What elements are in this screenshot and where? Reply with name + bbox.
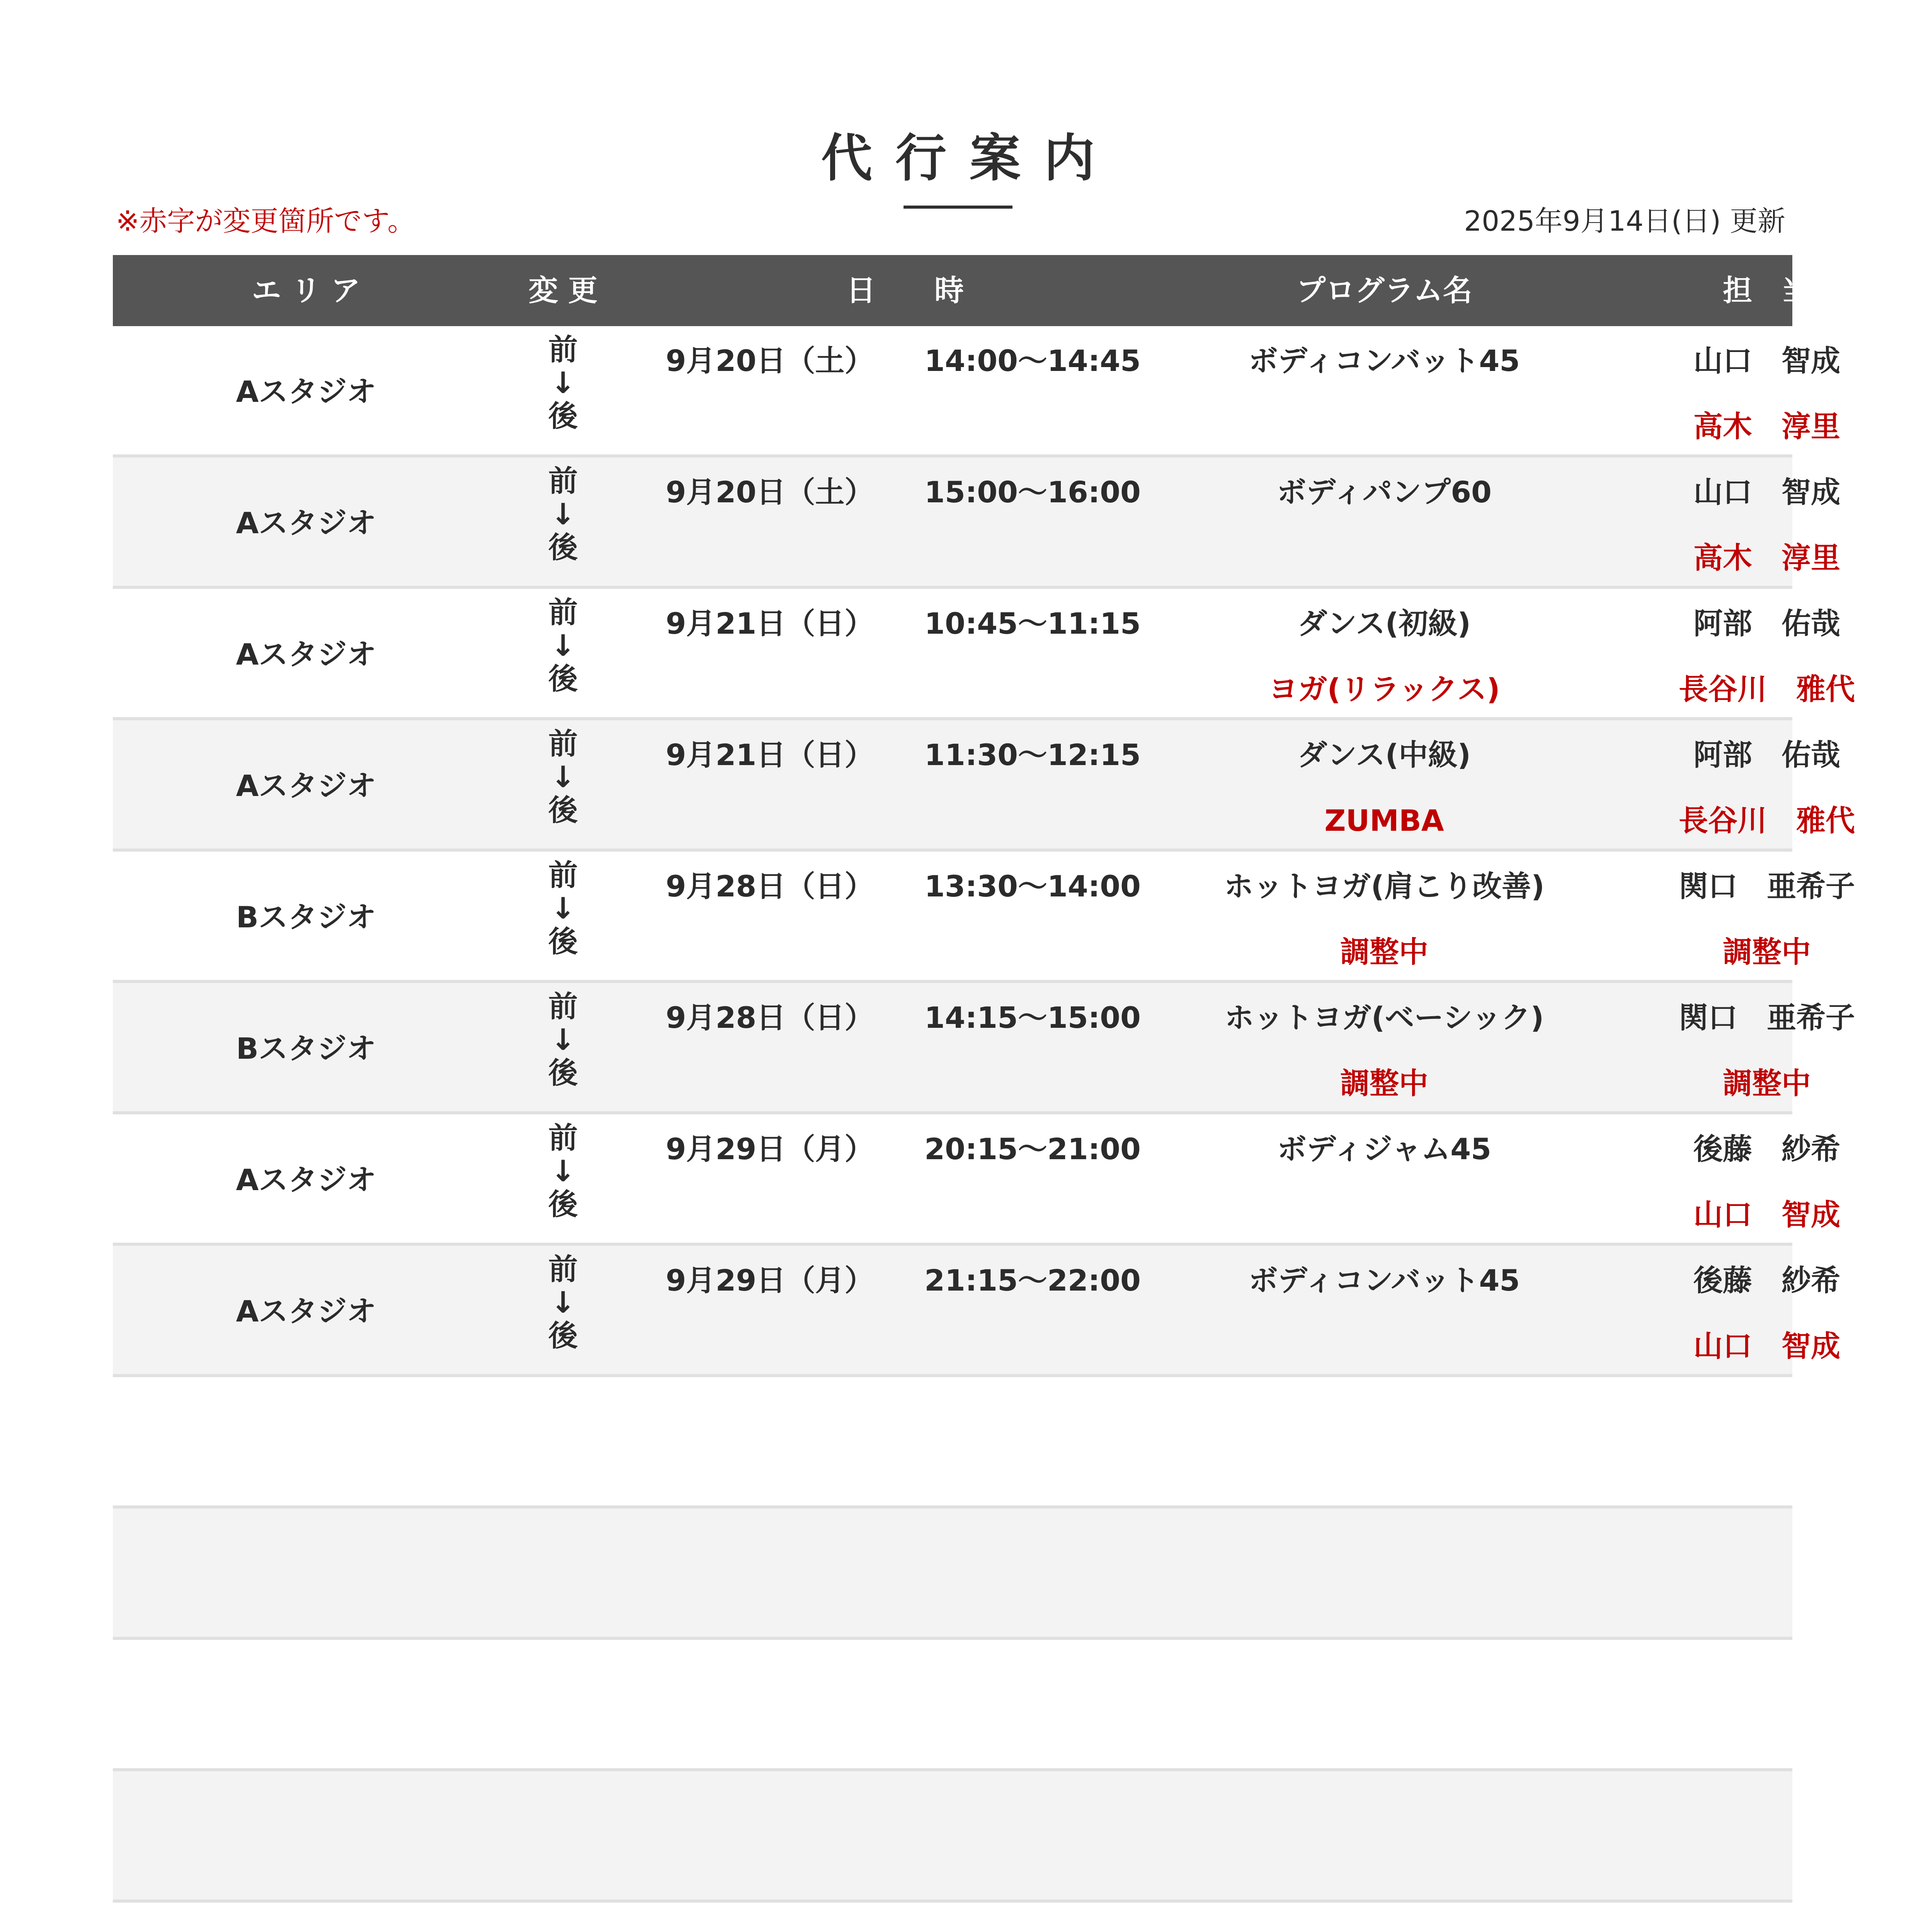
staff-before-cell: 後藤 紗希 xyxy=(1693,1132,1840,1166)
header-program: プログラム名 xyxy=(1296,273,1472,308)
change-after-label: 後 xyxy=(548,662,578,696)
updated-date: 2025年9月14日(日) 更新 xyxy=(1464,205,1785,237)
change-arrow-label: ↓ xyxy=(551,891,575,925)
table-row xyxy=(113,1114,1840,1246)
program-after-cell: ZUMBA xyxy=(1324,803,1444,838)
change-before-label: 前 xyxy=(548,1252,578,1286)
staff-after-cell: 長谷川 雅代 xyxy=(1679,803,1855,838)
date-cell: 9月20日（土） xyxy=(665,475,874,509)
table-row xyxy=(113,1246,1840,1377)
program-after-cell: 調整中 xyxy=(1340,1066,1428,1100)
header-datetime: 日 時 xyxy=(846,273,964,308)
date-cell: 9月20日（土） xyxy=(665,344,874,378)
change-after-label: 後 xyxy=(548,793,578,827)
staff-after-cell: 高木 淳里 xyxy=(1693,541,1840,575)
program-before-cell: ボディコンバット45 xyxy=(1248,1263,1520,1298)
staff-after-cell: 調整中 xyxy=(1723,935,1811,969)
change-before-label: 前 xyxy=(548,989,578,1024)
staff-after-cell: 高木 淳里 xyxy=(1693,409,1840,444)
table-body xyxy=(113,326,1855,1932)
program-before-cell: ダンス(中級) xyxy=(1298,738,1471,772)
staff-before-cell: 山口 智成 xyxy=(1693,475,1840,509)
area-cell: Aスタジオ xyxy=(236,506,376,540)
program-before-cell: ホットヨガ(ベーシック) xyxy=(1224,1000,1544,1035)
change-after-label: 後 xyxy=(548,1318,578,1353)
change-before-label: 前 xyxy=(548,332,578,367)
header-area: エ リ ア xyxy=(252,273,361,308)
program-before-cell: ボディコンバット45 xyxy=(1248,344,1520,378)
date-cell: 9月21日（日） xyxy=(665,738,874,772)
area-cell: Aスタジオ xyxy=(236,637,376,672)
program-before-cell: ダンス(初級) xyxy=(1298,606,1471,641)
time-cell: 20:15～21:00 xyxy=(924,1132,1141,1166)
change-before-label: 前 xyxy=(548,1121,578,1155)
header-change: 変 更 xyxy=(528,273,598,308)
time-cell: 21:15～22:00 xyxy=(924,1263,1141,1298)
date-cell: 9月28日（日） xyxy=(665,869,874,903)
staff-before-cell: 関口 亜希子 xyxy=(1679,869,1855,903)
table-row xyxy=(113,852,1855,983)
change-before-label: 前 xyxy=(548,858,578,892)
change-arrow-label: ↓ xyxy=(551,497,575,531)
change-after-label: 後 xyxy=(548,399,578,433)
area-cell: Bスタジオ xyxy=(236,900,376,934)
change-arrow-label: ↓ xyxy=(551,1154,575,1188)
staff-after-cell: 山口 智成 xyxy=(1693,1329,1840,1363)
change-indicator xyxy=(499,727,627,827)
staff-after-cell: 長谷川 雅代 xyxy=(1679,672,1855,706)
substitution-table xyxy=(113,255,1855,1932)
change-indicator xyxy=(499,1253,627,1352)
change-indicator xyxy=(499,859,627,958)
area-cell: Aスタジオ xyxy=(236,769,376,803)
area-cell: Aスタジオ xyxy=(236,374,376,409)
page-title: 代行案内 xyxy=(821,129,1118,188)
staff-after-cell: 調整中 xyxy=(1723,1066,1811,1100)
table-row xyxy=(113,720,1855,852)
date-cell: 9月21日（日） xyxy=(665,606,874,641)
table-row xyxy=(113,589,1855,720)
area-cell: Bスタジオ xyxy=(236,1031,376,1066)
change-notice: ※赤字が変更箇所です。 xyxy=(116,205,415,237)
program-after-cell: ヨガ(リラックス) xyxy=(1268,672,1500,706)
staff-before-cell: 関口 亜希子 xyxy=(1679,1000,1855,1035)
table-row xyxy=(113,457,1840,589)
change-arrow-label: ↓ xyxy=(551,1022,575,1057)
time-cell: 10:45～11:15 xyxy=(924,606,1141,641)
area-cell: Aスタジオ xyxy=(236,1294,376,1328)
time-cell: 13:30～14:00 xyxy=(924,869,1141,903)
staff-before-cell: 阿部 佑哉 xyxy=(1693,738,1840,772)
time-cell: 14:15～15:00 xyxy=(924,1000,1141,1035)
time-cell: 11:30～12:15 xyxy=(924,738,1141,772)
table-row xyxy=(113,1377,1792,1509)
change-arrow-label: ↓ xyxy=(551,628,575,663)
staff-before-cell: 山口 智成 xyxy=(1693,344,1840,378)
date-cell: 9月28日（日） xyxy=(665,1000,874,1035)
change-after-label: 後 xyxy=(548,1187,578,1221)
change-after-label: 後 xyxy=(548,530,578,565)
program-before-cell: ボディパンプ60 xyxy=(1277,475,1492,509)
staff-after-cell: 山口 智成 xyxy=(1693,1197,1840,1232)
change-indicator xyxy=(499,990,627,1090)
table-row xyxy=(113,1509,1792,1640)
staff-before-cell: 阿部 佑哉 xyxy=(1693,606,1840,641)
change-before-label: 前 xyxy=(548,464,578,498)
change-indicator xyxy=(499,464,627,564)
table-header xyxy=(113,255,1811,326)
date-cell: 9月29日（月） xyxy=(665,1132,874,1166)
header-staff: 担 当 xyxy=(1723,273,1811,308)
change-indicator xyxy=(499,1121,627,1221)
change-arrow-label: ↓ xyxy=(551,1285,575,1320)
change-before-label: 前 xyxy=(548,726,578,761)
date-cell: 9月29日（月） xyxy=(665,1263,874,1298)
area-cell: Aスタジオ xyxy=(236,1163,376,1197)
staff-before-cell: 後藤 紗希 xyxy=(1693,1263,1840,1298)
change-before-label: 前 xyxy=(548,595,578,629)
change-arrow-label: ↓ xyxy=(551,366,575,400)
time-cell: 14:00～14:45 xyxy=(924,344,1141,378)
program-after-cell: 調整中 xyxy=(1340,935,1428,969)
change-arrow-label: ↓ xyxy=(551,760,575,794)
change-indicator xyxy=(499,596,627,696)
title-underline xyxy=(904,206,1012,209)
table-row xyxy=(113,326,1840,457)
program-before-cell: ホットヨガ(肩こり改善) xyxy=(1224,869,1545,903)
table-row xyxy=(113,1903,1792,1932)
change-indicator xyxy=(499,333,627,433)
change-after-label: 後 xyxy=(548,924,578,959)
table-row xyxy=(113,983,1855,1114)
change-after-label: 後 xyxy=(548,1056,578,1090)
time-cell: 15:00～16:00 xyxy=(924,475,1141,509)
table-row xyxy=(113,1640,1792,1771)
table-row xyxy=(113,1771,1792,1903)
program-before-cell: ボディジャム45 xyxy=(1277,1132,1492,1166)
